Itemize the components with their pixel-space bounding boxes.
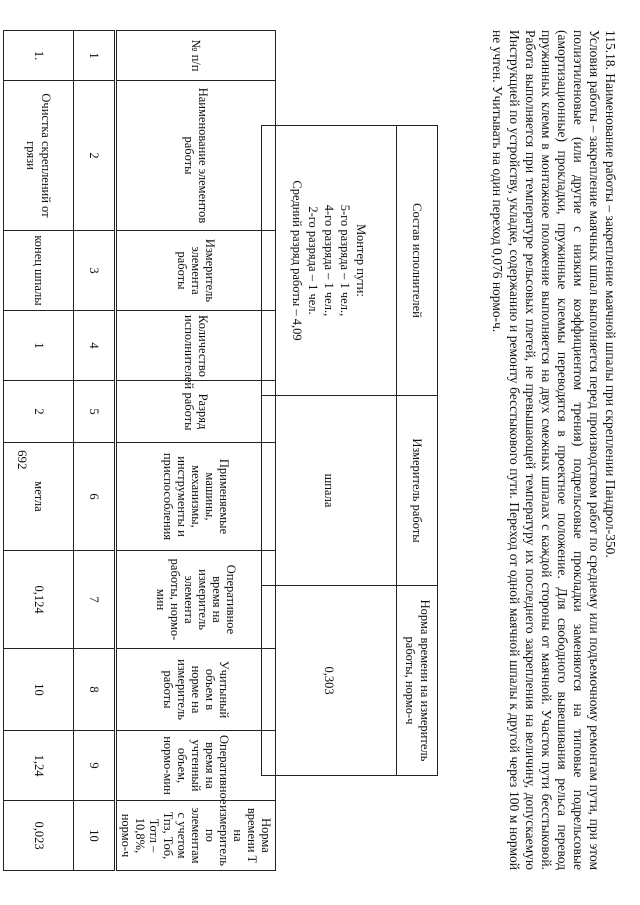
- row-op-time: 0,124: [4, 551, 74, 649]
- header-tools: Применяемые машины, механизмы, инструменты и приспособления: [116, 443, 276, 551]
- col-num-4: 4: [74, 311, 116, 381]
- row-tools: метла: [4, 443, 74, 551]
- col-num-2: 2: [74, 81, 116, 231]
- header-norm: Норма времени на измеритель работы, нормо-ч: [397, 586, 438, 776]
- header-grade: Разряд работы: [116, 381, 276, 443]
- crew-line: Монтер пути:: [354, 224, 368, 297]
- norm-cell: 0,303: [262, 586, 397, 776]
- header-op-time: Оперативное время на измеритель элемента работы, нормо-мин: [116, 551, 276, 649]
- header-unit: Измеритель работы: [397, 396, 438, 586]
- rotated-page-content: [24, 30, 618, 875]
- row-op-time-volume: 1,24: [4, 731, 74, 801]
- section-heading: 115.18. Наименование работы – закрепление маячной шпалы при скреплении Пандрол-350.: [603, 30, 618, 558]
- col-num-10: 10: [74, 801, 116, 871]
- col-num-3: 3: [74, 231, 116, 311]
- work-conditions-text: Условия работы – закрепление маячных шпал выполняется перед производством работ по среднему или подъемочному ремонтам пути, при этом полиэтиленовые (или другие с низким коэффициентом трения) подрельсовые прокладки заменяются на типовые подрельсовые (амортизационные) прокладки, пружинные клеммы переводятся в проектное положение. Для свободного вывешивания рельса перевод пружинных клемм в монтажное положение выполняется на двух смежных шпалах с каждой стороны от маячной. Участок пути бесстыковой. Работа выполняется при температуре рельсовых плетей, не превышающей температуру их последнего закрепления на величину, допускаемую Инструкцией по устройству, укладке, содержанию и ремонту бесстыкового пути. Переход от одной маячной шпалы к другой через 100 м нормой не учтен. Учитывать на один переход 0,076 нормо-ч.: [490, 30, 602, 870]
- crew-cell: [262, 126, 397, 396]
- row-num: 1.: [4, 31, 74, 81]
- row-grade: 2: [4, 381, 74, 443]
- header-element-unit: Измеритель элемента работы: [116, 231, 276, 311]
- crew-line: 4-го разряда – 1 чел.,: [322, 204, 336, 317]
- col-num-7: 7: [74, 551, 116, 649]
- summary-table: [261, 125, 438, 776]
- header-volume: Учитыный объем в норме на измеритель работы: [116, 649, 276, 731]
- crew-line: 2-го разряда – 1 чел.: [306, 206, 320, 315]
- unit-cell: шпала: [262, 396, 397, 586]
- header-crew: Состав исполнителей: [397, 126, 438, 396]
- row-norm: 0,023: [4, 801, 74, 871]
- crew-line: 5-го разряда – 1 чел.,: [338, 204, 352, 317]
- crew-line: Средний разряд работы – 4,09: [290, 180, 304, 341]
- col-num-1: 1: [74, 31, 116, 81]
- detail-table: [3, 30, 276, 871]
- col-num-6: 6: [74, 443, 116, 551]
- row-volume: 10: [4, 649, 74, 731]
- row-name: Очистка скреплений от грязи: [4, 81, 74, 231]
- col-num-5: 5: [74, 381, 116, 443]
- col-num-9: 9: [74, 731, 116, 801]
- col-num-8: 8: [74, 649, 116, 731]
- row-workers: 1: [4, 311, 74, 381]
- header-op-time-volume: Оперативное время на учтенный объем, нормо-мин: [116, 731, 276, 801]
- header-workers: Количество исполнителей: [116, 311, 276, 381]
- header-num: № п/п: [116, 31, 276, 81]
- header-norm-time: Норма времени Т на измеритель по элементам с учетом Тпз, Тоб, Тотл – 10,8%, нормо-ч: [116, 801, 276, 871]
- page-number: 692: [15, 450, 30, 470]
- header-element-name: Наименование элементов работы: [116, 81, 276, 231]
- row-unit: конец шпалы: [4, 231, 74, 311]
